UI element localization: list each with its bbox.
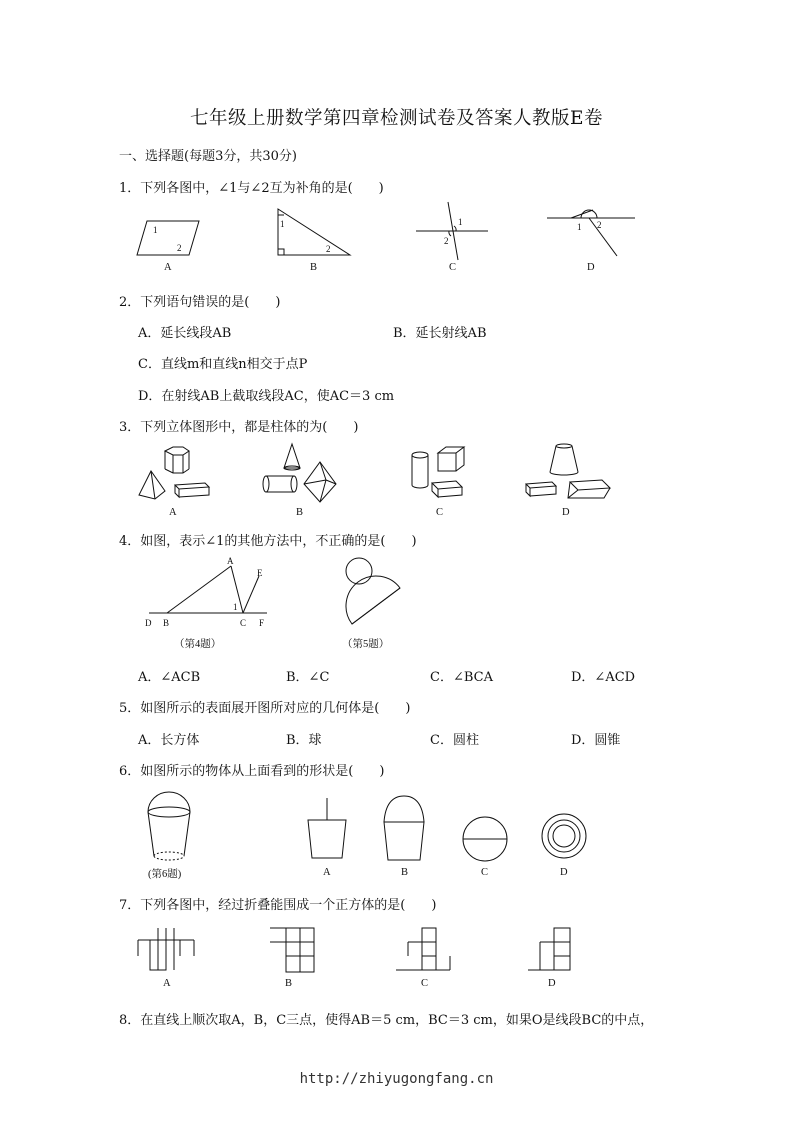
q4-angle-1: 1 [233, 602, 238, 612]
question-4-stem: 4．如图，表示∠1的其他方法中，不正确的是( ) [119, 534, 417, 549]
q1-figure-d [543, 208, 638, 260]
q2-option-a: A．延长线段AB [138, 326, 232, 341]
q6-label-a: A [323, 867, 331, 878]
q1-figure-a [135, 215, 205, 260]
q1-d-angle-2: 2 [597, 220, 602, 230]
q7-label-b: B [285, 978, 293, 989]
q4-option-c: C．∠BCA [430, 670, 493, 685]
q3-figure-b [262, 442, 342, 507]
q1-d-angle-1: 1 [577, 222, 582, 232]
q7-net-d [526, 926, 574, 974]
q2-option-c: C．直线m和直线n相交于点P [138, 357, 308, 372]
q5-figure [340, 556, 410, 630]
footer-url: http://zhiyugongfang.cn [299, 1071, 494, 1087]
q6-option-a-figure [304, 796, 350, 862]
q4-option-b: B．∠C [286, 670, 330, 685]
q1-label-d: D [587, 262, 595, 273]
q6-option-b-figure [380, 794, 430, 864]
q7-net-c [394, 926, 452, 974]
question-7-stem: 7．下列各图中，经过折叠能围成一个正方体的是( ) [119, 898, 437, 913]
question-3-stem: 3．下列立体图形中，都是柱体的为( ) [119, 420, 359, 435]
q3-label-a: A [169, 507, 177, 518]
question-6-stem: 6．如图所示的物体从上面看到的形状是( ) [119, 764, 385, 779]
q7-label-c: C [421, 978, 429, 989]
q1-label-a: A [164, 262, 172, 273]
q7-net-b [268, 926, 320, 974]
q4-point-e: E [257, 568, 263, 578]
q4-point-a: A [227, 556, 234, 566]
q6-figure-caption: (第6题) [148, 869, 182, 880]
q7-label-a: A [163, 978, 171, 989]
q3-figure-a [135, 445, 215, 505]
q5-option-d: D．圆锥 [571, 733, 621, 748]
q2-option-d: D．在射线AB上截取线段AC，使AC＝3 cm [138, 389, 395, 404]
q5-option-b: B．球 [286, 733, 322, 748]
q4-figure [143, 556, 273, 628]
q1-figure-c [412, 200, 492, 262]
question-1-stem: 1．下列各图中，∠1与∠2互为补角的是( ) [119, 181, 384, 196]
section-heading: 一、选择题(每题3分，共30分) [119, 149, 297, 164]
q7-label-d: D [548, 978, 556, 989]
q5-option-a: A．长方体 [138, 733, 200, 748]
q1-b-angle-1: 1 [280, 219, 285, 229]
q5-option-c: C．圆柱 [430, 733, 479, 748]
q3-figure-c [408, 445, 473, 505]
q4-point-c: C [240, 618, 247, 628]
q4-point-d: D [145, 618, 152, 628]
q1-a-angle-2: 2 [177, 243, 182, 253]
q6-option-c-figure [460, 814, 510, 864]
q1-a-angle-1: 1 [153, 225, 158, 235]
q7-net-a [136, 926, 198, 974]
q3-figure-d [522, 442, 617, 507]
q2-option-b: B．延长射线AB [393, 326, 487, 341]
q3-label-c: C [436, 507, 444, 518]
page-title: 七年级上册数学第四章检测试卷及答案人教版E卷 [189, 108, 603, 129]
q6-object-figure [140, 790, 200, 866]
q6-label-d: D [560, 867, 568, 878]
question-8-stem: 8．在直线上顺次取A，B，C三点，使得AB＝5 cm，BC＝3 cm，如果O是线段BC的中点， [119, 1013, 654, 1028]
q1-c-angle-1: 1 [458, 217, 463, 227]
q4-point-f: F [259, 618, 265, 628]
q4-option-a: A．∠ACB [138, 670, 201, 685]
q1-label-b: B [310, 262, 318, 273]
q1-label-c: C [449, 262, 457, 273]
q6-label-b: B [401, 867, 409, 878]
q4-figure-caption: （第4题） [174, 639, 222, 650]
q3-label-d: D [562, 507, 570, 518]
question-5-stem: 5．如图所示的表面展开图所对应的几何体是( ) [119, 701, 411, 716]
q4-option-d: D．∠ACD [571, 670, 636, 685]
q1-b-angle-2: 2 [326, 244, 331, 254]
q1-c-angle-2: 2 [444, 236, 449, 246]
q6-option-d-figure [539, 811, 589, 861]
q5-figure-caption: （第5题） [342, 639, 390, 650]
q1-figure-b [270, 205, 355, 260]
q3-label-b: B [296, 507, 304, 518]
q6-label-c: C [481, 867, 489, 878]
q4-point-b: B [163, 618, 170, 628]
question-2-stem: 2．下列语句错误的是( ) [119, 295, 281, 310]
